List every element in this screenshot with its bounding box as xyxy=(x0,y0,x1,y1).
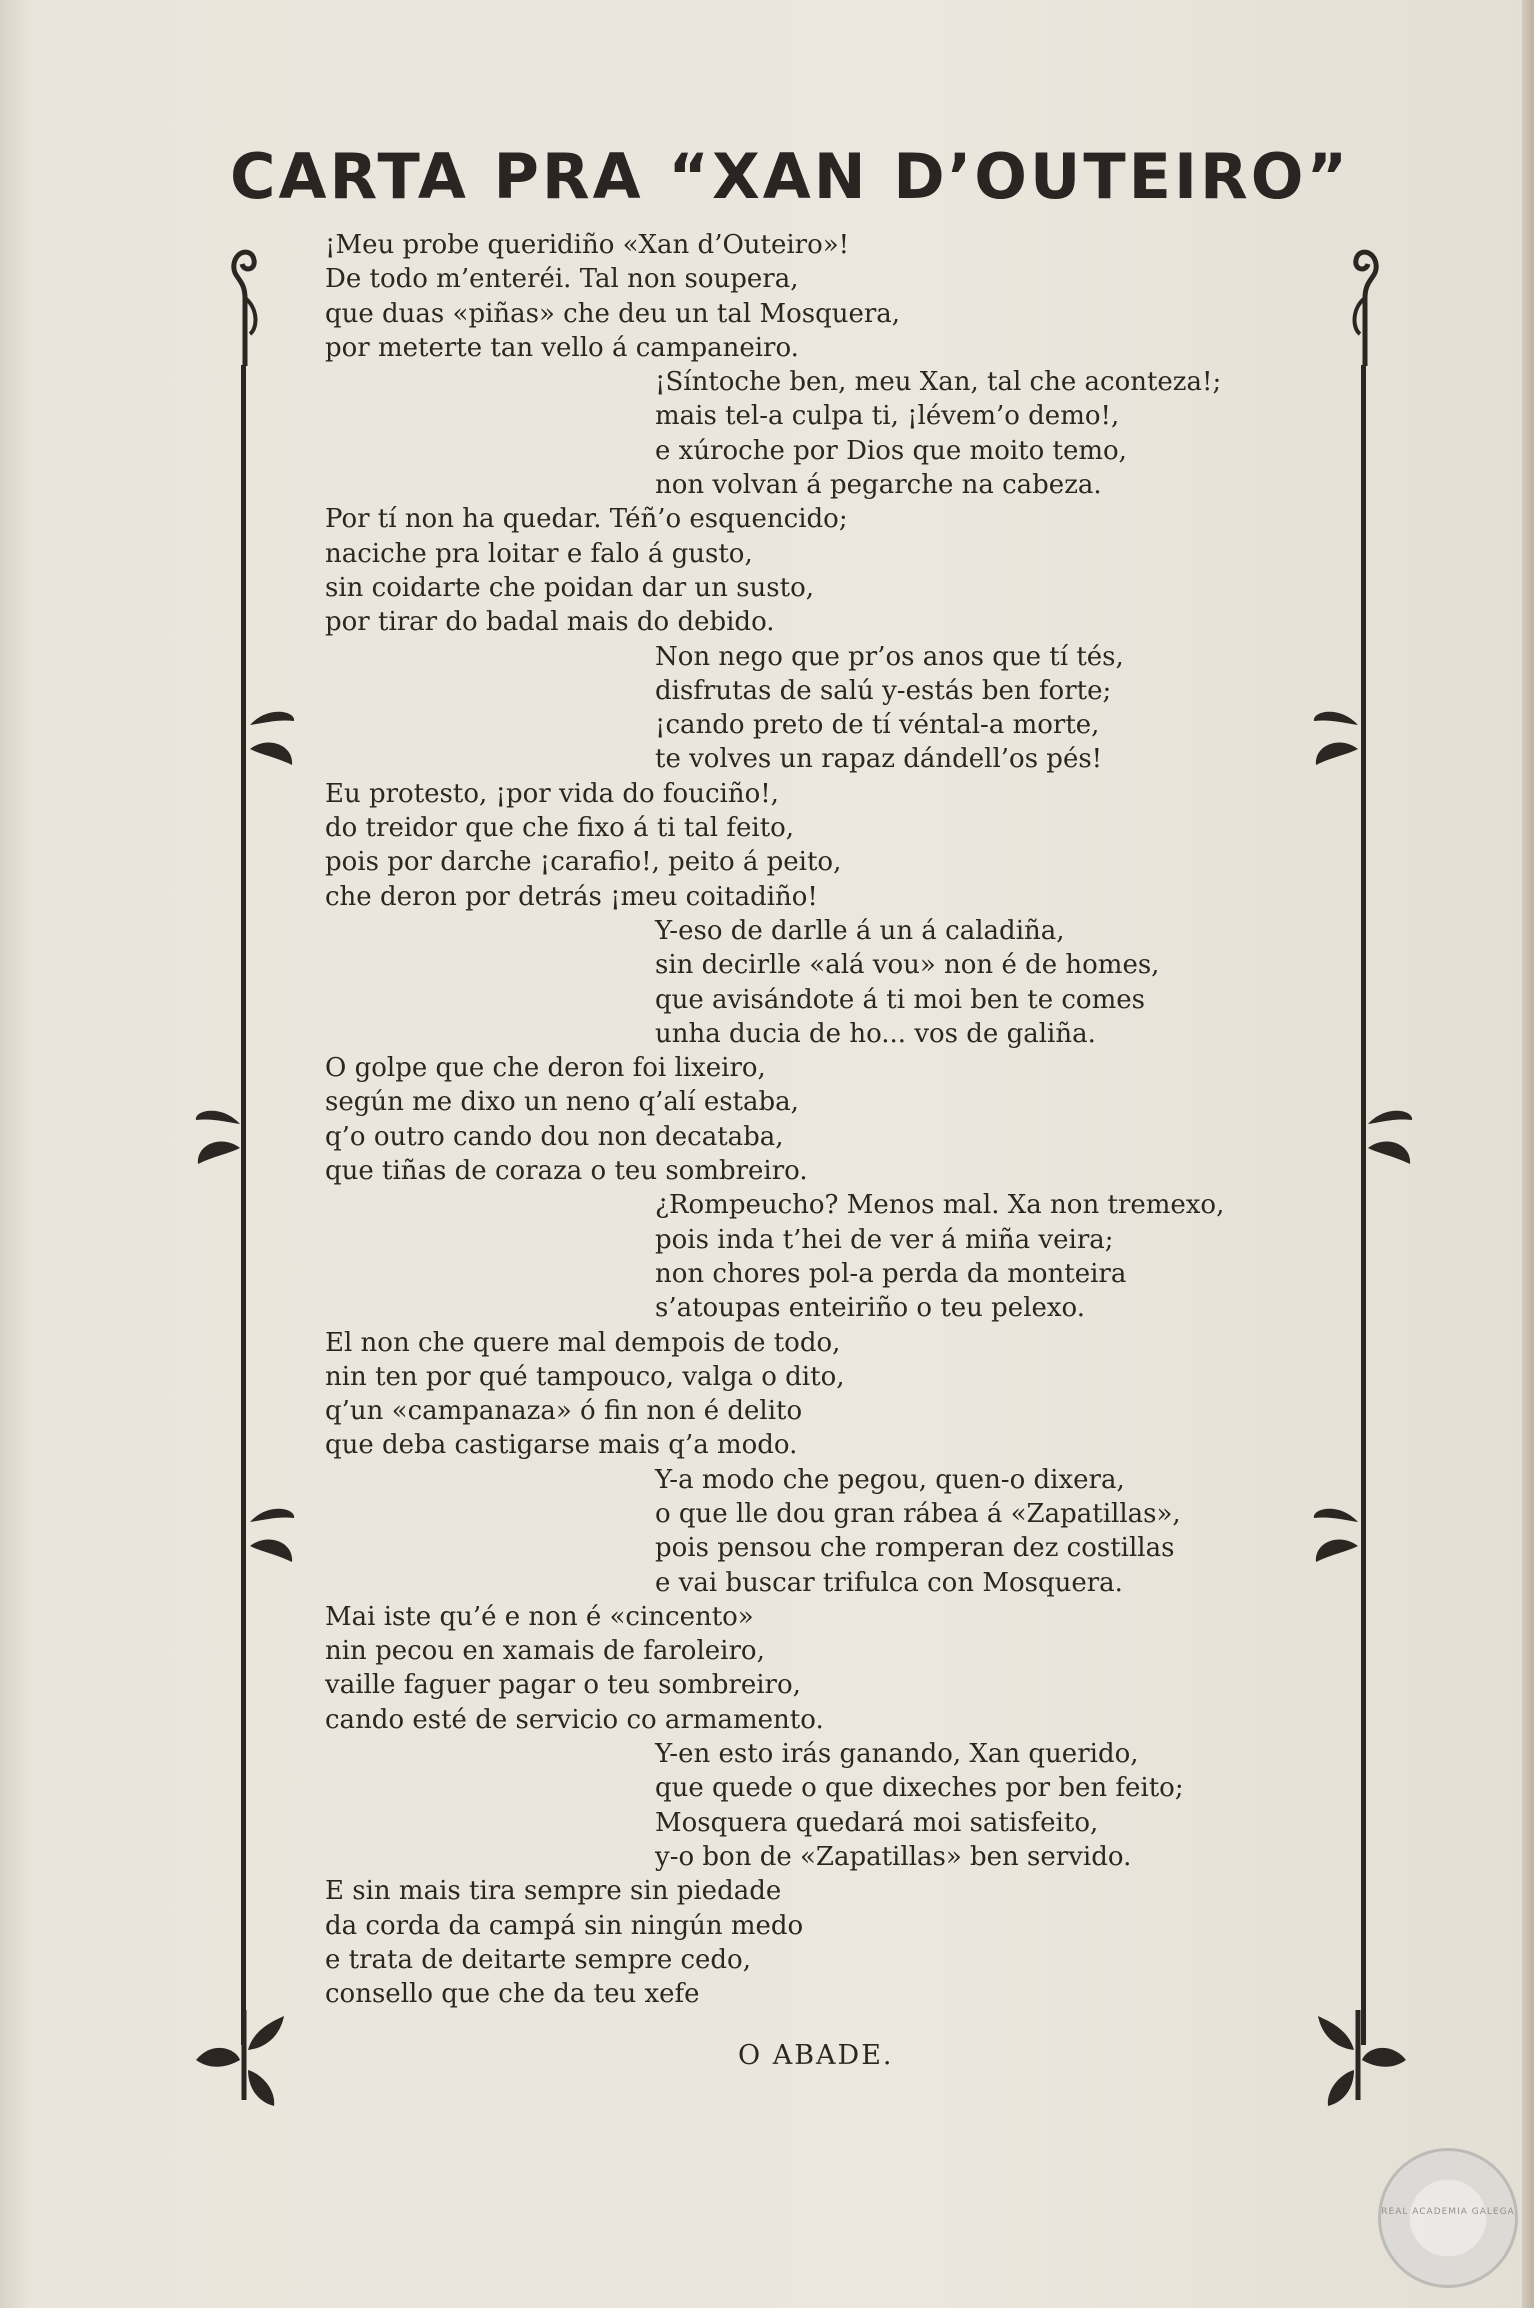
stanza xyxy=(0,777,1534,914)
verse-line: O golpe que che deron foi lixeiro, xyxy=(325,1053,766,1084)
verse-line: Non nego que pr’os anos que tí tés, xyxy=(655,641,1124,672)
stanza xyxy=(0,365,1534,502)
verse-line: Eu protesto, ¡por vida do fouciño!, xyxy=(325,778,779,809)
verse-line: nin pecou en xamais de faroleiro, xyxy=(325,1636,765,1667)
verse-line: da corda da campá sin ningún medo xyxy=(325,1910,804,1941)
verse-line: que avisándote á ti moi ben te comes xyxy=(655,984,1145,1015)
verse-line: Mai iste qu’é e non é «cincento» xyxy=(325,1601,754,1632)
poem-body xyxy=(0,228,1534,2011)
stanza xyxy=(0,228,1534,365)
stanza xyxy=(0,1463,1534,1600)
verse-line: y-o bon de «Zapatillas» ben servido. xyxy=(655,1841,1132,1872)
verse-line: El non che quere mal dempois de todo, xyxy=(325,1327,841,1358)
verse-line: consello que che da teu xefe xyxy=(325,1979,700,2010)
verse-line: Y-a modo che pegou, quen-o dixera, xyxy=(655,1464,1125,1495)
verse-line: mais tel-a culpa ti, ¡lévem’o demo!, xyxy=(655,401,1120,432)
verse-line: ¡cando preto de tí véntal-a morte, xyxy=(655,710,1100,741)
verse-line: pois inda t’hei de ver á miña veira; xyxy=(655,1224,1114,1255)
stanza xyxy=(0,1188,1534,1325)
verse-line: por meterte tan vello á campaneiro. xyxy=(325,332,799,363)
verse-line: cando esté de servicio co armamento. xyxy=(325,1704,824,1735)
verse-line: E sin mais tira sempre sin piedade xyxy=(325,1876,782,1907)
verse-line: Y-en esto irás ganando, Xan querido, xyxy=(655,1739,1139,1770)
verse-line: que duas «piñas» che deu un tal Mosquera, xyxy=(325,298,901,329)
verse-line: ¡Meu probe queridiño «Xan d’Outeiro»! xyxy=(325,230,850,260)
verse-line: Mosquera quedará moi satisfeito, xyxy=(655,1807,1099,1838)
verse-line: pois pensou che romperan dez costillas xyxy=(655,1533,1175,1564)
verse-line: che deron por detrás ¡meu coitadiño! xyxy=(325,881,818,912)
library-seal-stamp xyxy=(1378,2148,1518,2288)
stanza xyxy=(0,640,1534,777)
verse-line: q’un «campanaza» ó fin non é delito xyxy=(325,1396,803,1427)
verse-line: que quede o que dixeches por ben feito; xyxy=(655,1773,1184,1804)
seal-text: REAL ACADEMIA GALEGA xyxy=(1381,2207,1515,2217)
verse-line: por tirar do badal mais do debido. xyxy=(325,607,775,638)
verse-line: pois por darche ¡carafio!, peito á peito, xyxy=(325,847,842,878)
stanza xyxy=(0,1051,1534,1188)
corner-leaf-ornament-icon xyxy=(192,2010,292,2110)
stanza xyxy=(0,1874,1534,2011)
verse-line: nin ten por qué tampouco, valga o dito, xyxy=(325,1361,845,1392)
stanza xyxy=(0,1600,1534,1737)
page-title: CARTA PRA “XAN D’OUTEIRO” xyxy=(230,140,1351,213)
verse-line: e xúroche por Dios que moito temo, xyxy=(655,435,1127,466)
stanza xyxy=(0,1326,1534,1463)
verse-line: naciche pra loitar e falo á gusto, xyxy=(325,538,753,569)
verse-line: según me dixo un neno q’alí estaba, xyxy=(325,1087,799,1118)
stanza xyxy=(0,1737,1534,1874)
verse-line: ¡Síntoche ben, meu Xan, tal che aconteza!; xyxy=(655,367,1222,398)
verse-line: que deba castigarse mais q’a modo. xyxy=(325,1430,798,1461)
verse-line: o que lle dou gran rábea á «Zapatillas», xyxy=(655,1498,1181,1529)
verse-line: Por tí non ha quedar. Téñ’o esquencido; xyxy=(325,504,848,535)
verse-line: De todo m’enteréi. Tal non soupera, xyxy=(325,264,799,295)
verse-line: unha ducia de ho... vos de galiña. xyxy=(655,1018,1096,1049)
verse-line: te volves un rapaz dándell’os pés! xyxy=(655,744,1103,775)
verse-line: sin decirlle «alá vou» non é de homes, xyxy=(655,950,1160,981)
verse-line: que tiñas de coraza o teu sombreiro. xyxy=(325,1156,808,1187)
verse-line: disfrutas de salú y-estás ben forte; xyxy=(655,675,1112,706)
verse-line: s’atoupas enteiriño o teu pelexo. xyxy=(655,1293,1086,1324)
verse-line: vaille faguer pagar o teu sombreiro, xyxy=(325,1670,801,1701)
verse-line: sin coidarte che poidan dar un susto, xyxy=(325,572,814,603)
corner-leaf-ornament-icon xyxy=(1310,2010,1410,2110)
verse-line: e trata de deitarte sempre cedo, xyxy=(325,1944,751,1975)
verse-line: e vai buscar trifulca con Mosquera. xyxy=(655,1567,1123,1598)
verse-line: non chores pol-a perda da monteira xyxy=(655,1258,1127,1289)
verse-line: Y-eso de darlle á un á caladiña, xyxy=(655,915,1065,946)
signature: O ABADE. xyxy=(738,2040,894,2071)
verse-line: do treidor que che fixo á ti tal feito, xyxy=(325,813,795,844)
stanza xyxy=(0,502,1534,639)
verse-line: q’o outro cando dou non decataba, xyxy=(325,1121,784,1152)
verse-line: non volvan á pegarche na cabeza. xyxy=(655,470,1102,501)
verse-line: ¿Rompeucho? Menos mal. Xa non tremexo, xyxy=(655,1190,1225,1221)
stanza xyxy=(0,914,1534,1051)
